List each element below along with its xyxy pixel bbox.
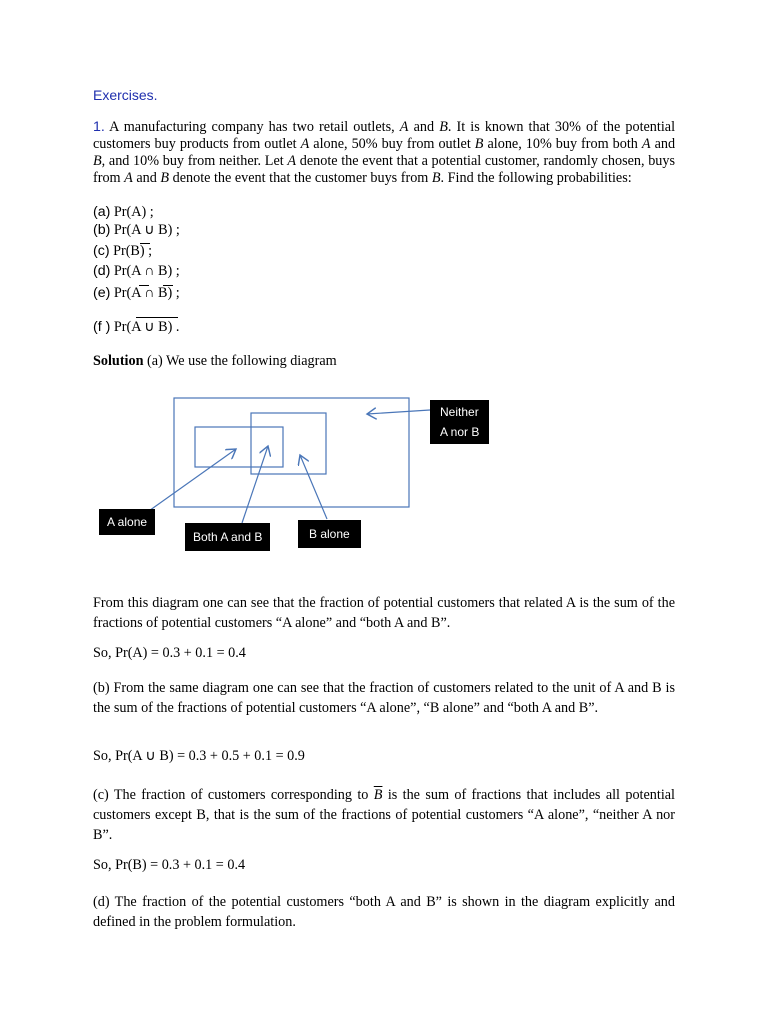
problem-number: 1. xyxy=(93,119,105,135)
paragraph-1: From this diagram one can see that the fraction of potential customers that related A is the sum of the fractions of potential customers “A alone” and “both A and B”. xyxy=(93,595,675,631)
exercises-heading: Exercises. xyxy=(93,87,158,103)
neither-label: Neither A nor B xyxy=(430,400,489,444)
equation-2: So, Pr(A ∪ B) = 0.3 + 0.5 + 0.1 = 0.9 xyxy=(93,748,305,764)
paragraph-2: (b) From the same diagram one can see that the fraction of customers related to the unit of A and B is the sum of the fractions of potential customers “A alone”, “B alone” and “both A and B”. xyxy=(93,680,675,716)
arrow-both xyxy=(242,446,268,523)
paragraph-4: (d) The fraction of the potential customers “both A and B” is shown in the diagram explicitly and defined in the problem formulation. xyxy=(93,894,675,930)
item-c: (c) Pr(B) ; xyxy=(93,243,153,259)
arrow-a-alone xyxy=(146,449,236,513)
solution-intro: Solution (a) We use the following diagram xyxy=(93,353,337,369)
item-f: (f ) Pr(A ∪ B) . xyxy=(93,319,180,335)
b-alone-label: B alone xyxy=(298,520,361,548)
universe-rect xyxy=(174,398,409,507)
item-a: (a) Pr(A) ; xyxy=(93,204,154,220)
item-d: (d) Pr(A ∩ B) ; xyxy=(93,263,180,279)
problem-statement: 1. A manufacturing company has two retail outlets, A and B. It is known that 30% of the potential customers buy products from outlet A alone, 50% buy from outlet B alone, 10% buy from both A and B, and 10% buy from neither. Let A denote the event that a potential customer, randomly chosen, buys from A and B denote the event that the customer buys from B. Find the following probabilities: xyxy=(93,119,676,186)
item-e: (e) Pr(A ∩ B) ; xyxy=(93,285,180,301)
equation-1: So, Pr(A) = 0.3 + 0.1 = 0.4 xyxy=(93,645,246,661)
both-label: Both A and B xyxy=(185,523,270,551)
arrow-b-alone xyxy=(300,455,327,519)
item-b: (b) Pr(A ∪ B) ; xyxy=(93,222,180,238)
a-alone-label: A alone xyxy=(99,509,155,535)
set-a-rect xyxy=(195,427,283,467)
equation-3: So, Pr(B) = 0.3 + 0.1 = 0.4 xyxy=(93,857,246,873)
arrow-neither xyxy=(367,410,430,414)
paragraph-3: (c) The fraction of customers corresponding to $\overline{B}$ is the sum of fractions that includes all potential customers except B, that is the sum of the fractions of potential customers “A alone”, “neither A nor B”. xyxy=(93,787,676,843)
